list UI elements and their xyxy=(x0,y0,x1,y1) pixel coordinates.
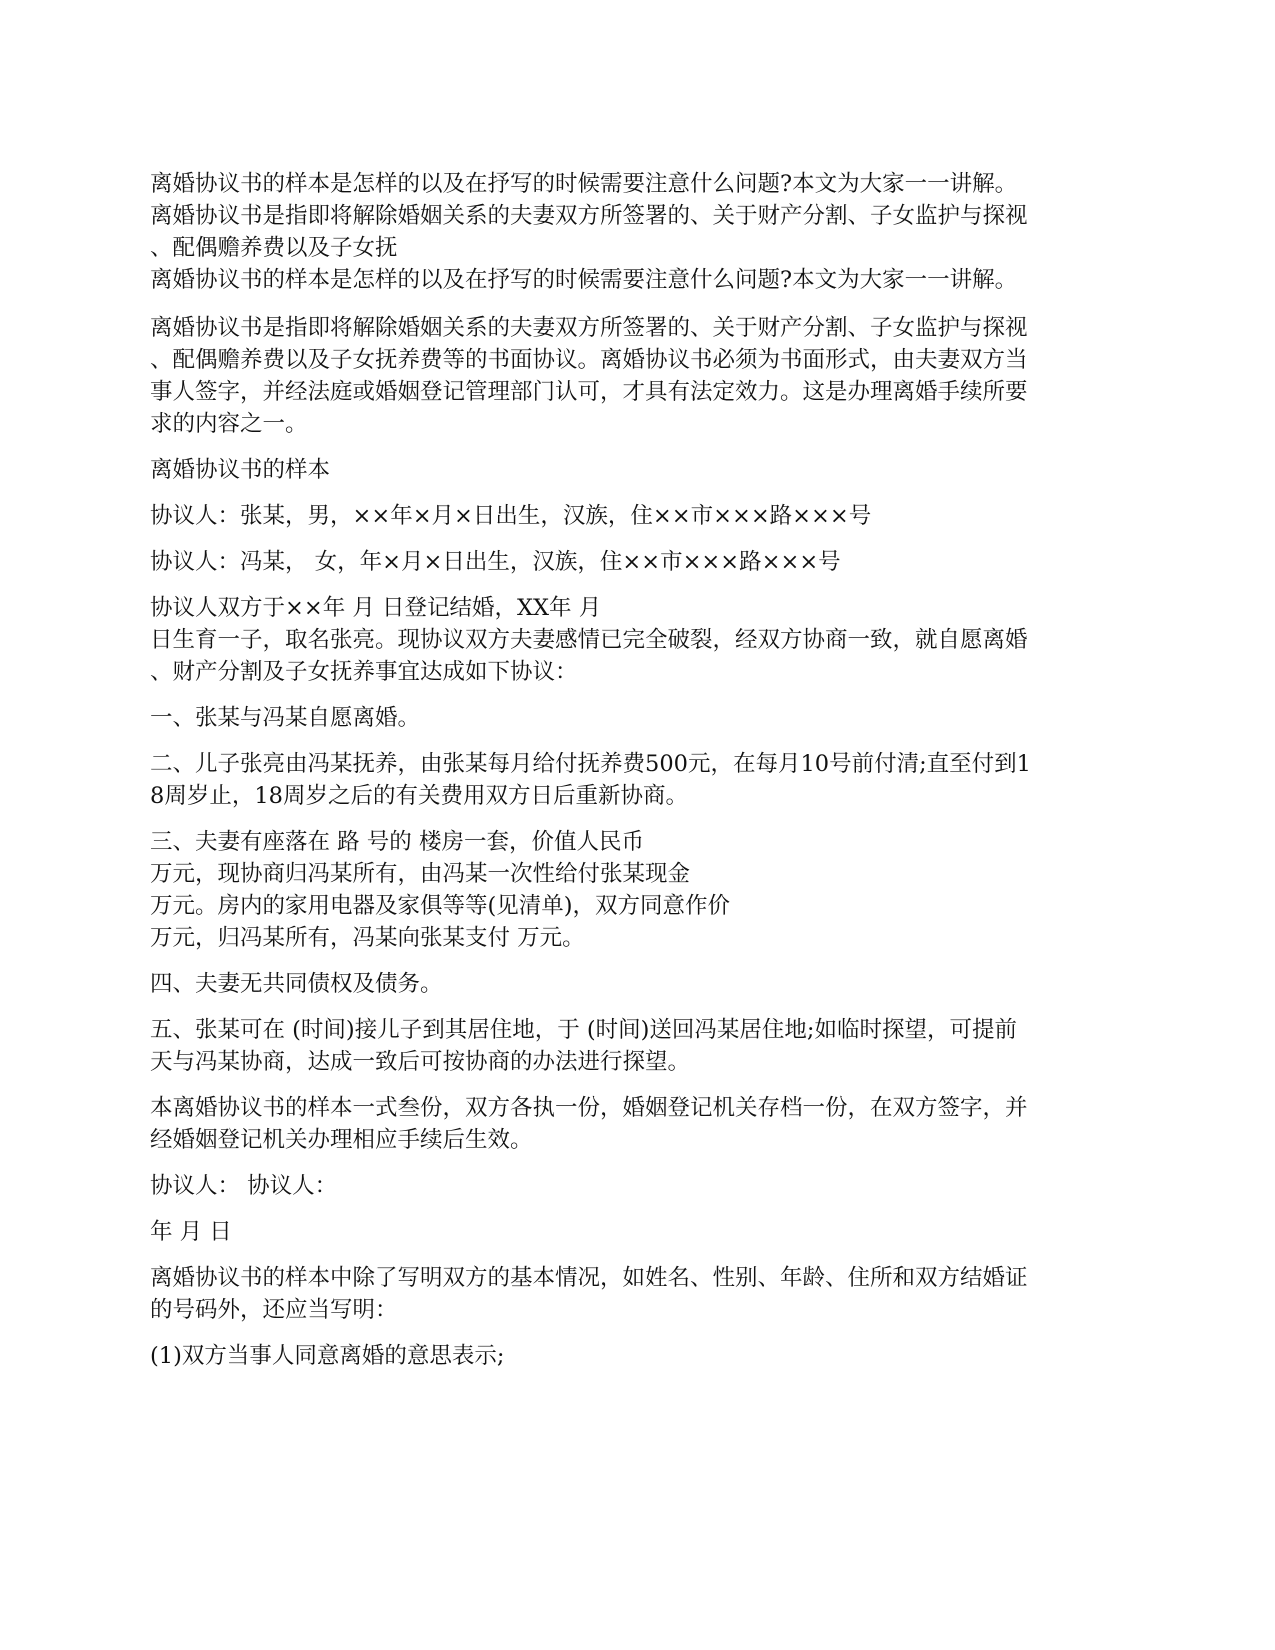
list-item: (1)双方当事人同意离婚的意思表示; xyxy=(150,1343,505,1369)
definition-line: 求的内容之一。 xyxy=(150,411,308,437)
notes-paragraph xyxy=(150,1262,1125,1326)
party-2: 协议人：冯某， 女，年×月×日出生，汉族，住××市×××路×××号 xyxy=(150,549,841,575)
clause-3-line: 万元。房内的家用电器及家俱等等(见清单)，双方同意作价 xyxy=(150,893,731,919)
date-line: 年 月 日 xyxy=(150,1219,232,1245)
clause-2 xyxy=(150,748,1125,812)
copies-paragraph xyxy=(150,1092,1125,1156)
marriage-line: 、财产分割及子女抚养事宜达成如下协议： xyxy=(150,659,578,685)
clause-3-line: 万元，现协商归冯某所有，由冯某一次性给付张某现金 xyxy=(150,861,691,887)
intro-line: 、配偶赡养费以及子女抚 xyxy=(150,235,398,261)
definition-line: 离婚协议书是指即将解除婚姻关系的夫妻双方所签署的、关于财产分割、子女监护与探视 xyxy=(150,315,1028,341)
clause-5-line: 五、张某可在 (时间)接儿子到其居住地，于 (时间)送回冯某居住地;如临时探望，可提前 xyxy=(150,1017,1017,1043)
definition-line: 、配偶赡养费以及子女抚养费等的书面协议。离婚协议书必须为书面形式，由夫妻双方当 xyxy=(150,347,1028,373)
clause-2-line: 二、儿子张亮由冯某抚养，由张某每月给付抚养费500元，在每月10号前付清;直至付到1 xyxy=(150,751,1031,777)
party-1: 协议人：张某，男，××年×月×日出生，汉族，住××市×××路×××号 xyxy=(150,503,872,529)
copies-line: 经婚姻登记机关办理相应手续后生效。 xyxy=(150,1127,533,1153)
clause-3-line: 三、夫妻有座落在 路 号的 楼房一套，价值人民币 xyxy=(150,829,644,855)
marriage-paragraph xyxy=(150,592,1125,688)
marriage-line: 协议人双方于××年 月 日登记结婚，XX年 月 xyxy=(150,595,602,621)
intro-line: 离婚协议书的样本是怎样的以及在抒写的时候需要注意什么问题?本文为大家一一讲解。 xyxy=(150,267,1018,293)
clause-5 xyxy=(150,1014,1125,1078)
copies-line: 本离婚协议书的样本一式叁份，双方各执一份，婚姻登记机关存档一份，在双方签字，并 xyxy=(150,1095,1028,1121)
clause-4: 四、夫妻无共同债权及债务。 xyxy=(150,971,443,997)
notes-line: 离婚协议书的样本中除了写明双方的基本情况，如姓名、性别、年龄、住所和双方结婚证 xyxy=(150,1265,1028,1291)
definition-line: 事人签字，并经法庭或婚姻登记管理部门认可，才具有法定效力。这是办理离婚手续所要 xyxy=(150,379,1028,405)
sample-title: 离婚协议书的样本 xyxy=(150,457,331,483)
document-page xyxy=(150,168,1125,1386)
clause-2-line: 8周岁止，18周岁之后的有关费用双方日后重新协商。 xyxy=(150,783,688,809)
intro-block xyxy=(150,168,1125,296)
clause-3 xyxy=(150,826,1125,954)
signature-line: 协议人： 协议人： xyxy=(150,1173,338,1199)
clause-5-line: 天与冯某协商，达成一致后可按协商的办法进行探望。 xyxy=(150,1049,691,1075)
definition-paragraph xyxy=(150,312,1125,440)
intro-line: 离婚协议书是指即将解除婚姻关系的夫妻双方所签署的、关于财产分割、子女监护与探视 xyxy=(150,203,1028,229)
notes-line: 的号码外，还应当写明： xyxy=(150,1297,398,1323)
intro-line: 离婚协议书的样本是怎样的以及在抒写的时候需要注意什么问题?本文为大家一一讲解。 xyxy=(150,171,1018,197)
marriage-line: 日生育一子，取名张亮。现协议双方夫妻感情已完全破裂，经双方协商一致，就自愿离婚 xyxy=(150,627,1028,653)
clause-3-line: 万元，归冯某所有，冯某向张某支付 万元。 xyxy=(150,925,585,951)
clause-1: 一、张某与冯某自愿离婚。 xyxy=(150,705,421,731)
